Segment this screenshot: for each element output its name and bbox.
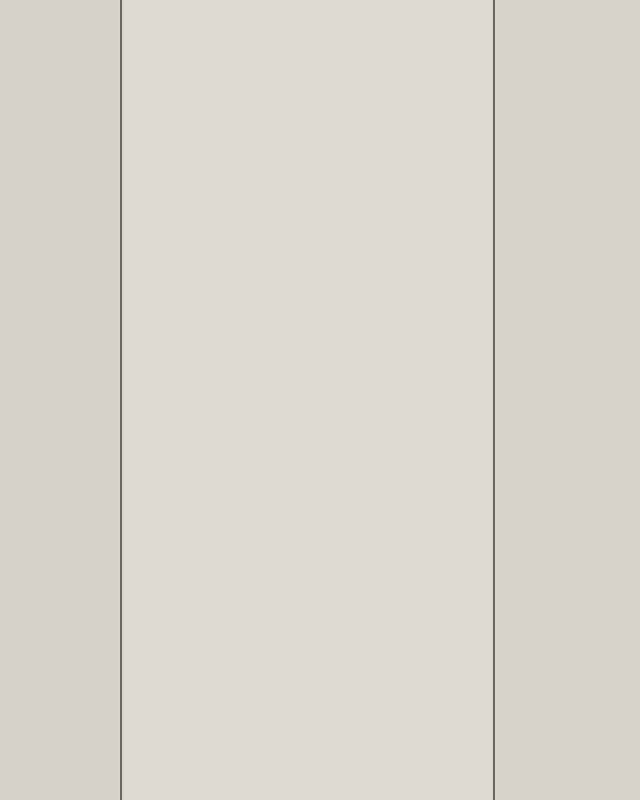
left-column bbox=[0, 0, 118, 800]
right-column bbox=[497, 0, 640, 800]
middle-column bbox=[124, 0, 492, 800]
column-rule-left bbox=[120, 0, 122, 800]
column-rule-right bbox=[493, 0, 495, 800]
